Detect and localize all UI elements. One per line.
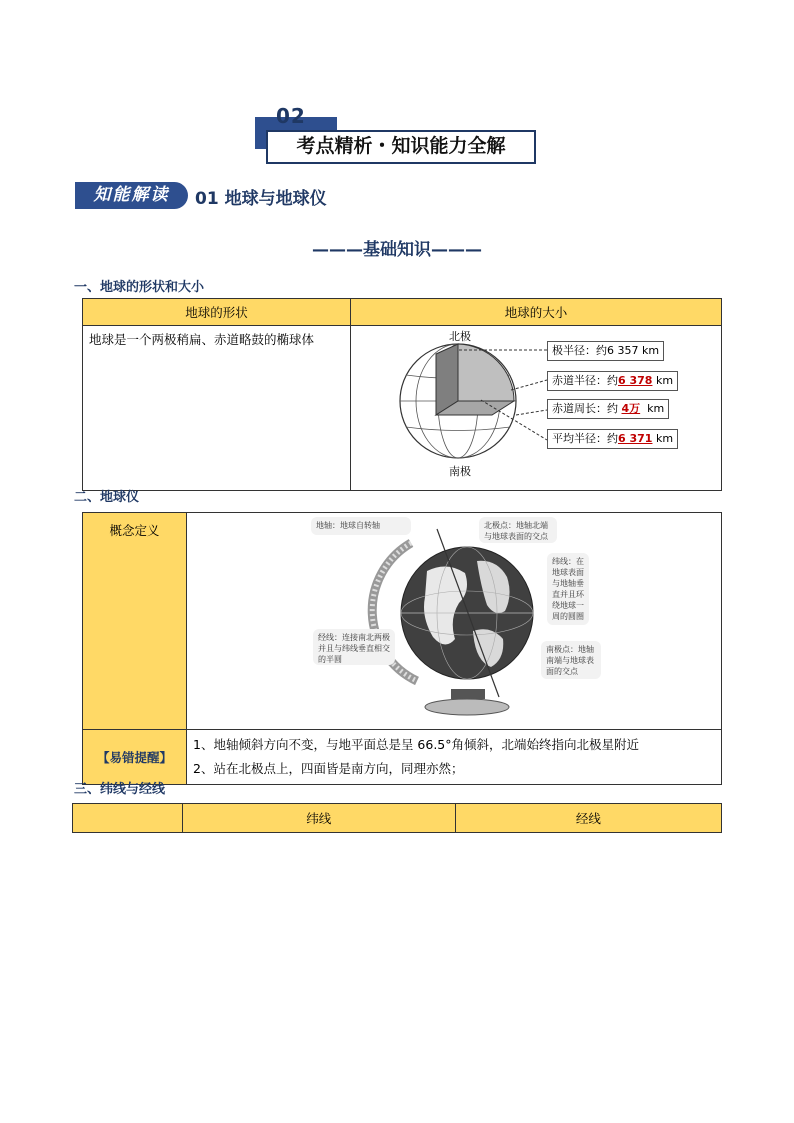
axis-callout: 地轴：地球自转轴 <box>311 517 411 535</box>
header-title: 考点精析・知识能力全解 <box>296 135 506 157</box>
reminder-line-1: 1、地轴倾斜方向不变，与地平面总是呈 66.5°角倾斜，北端始终指向北极星附近 <box>193 737 640 752</box>
globe-diagram-cell <box>187 513 722 730</box>
part1-heading: 一、地球的形状和大小 <box>74 280 205 295</box>
south-pole-label: 南极 <box>449 465 471 478</box>
leader-lines <box>451 340 551 450</box>
header-number: 02 <box>276 104 306 128</box>
section-title: 01 地球与地球仪 <box>195 189 327 209</box>
equatorial-radius-label: 赤道半径：约6 378 km <box>547 371 678 391</box>
equator-circumference-label: 赤道周长：约 4万 km <box>547 399 669 419</box>
earth-size-diagram-cell <box>351 326 722 491</box>
table-header-size: 地球的大小 <box>351 299 722 326</box>
north-pole-callout: 北极点：地轴北端与地球表面的交点 <box>479 517 557 543</box>
mean-radius-label: 平均半径：约6 371 km <box>547 429 678 449</box>
concept-label: 概念定义 <box>83 513 187 730</box>
lat-long-table <box>72 803 722 833</box>
south-pole-callout: 南极点：地轴南端与地球表面的交点 <box>541 641 601 679</box>
north-pole-label: 北极 <box>449 330 471 343</box>
reminder-content <box>187 730 722 785</box>
part2-heading: 二、地球仪 <box>74 490 140 505</box>
table-header-longitude: 经线 <box>455 804 721 833</box>
globe-icon <box>367 521 537 717</box>
latitude-callout: 纬线：在地球表面与地轴垂直并且环绕地球一周的圆圈 <box>547 553 589 625</box>
shape-description: 地球是一个两极稍扁、赤道略鼓的椭球体 <box>83 326 351 491</box>
reminder-line-2: 2、站在北极点上，四面皆是南方向，同理亦然； <box>193 761 464 776</box>
section-label: 知能解读 <box>75 182 188 209</box>
shape-size-table <box>82 298 722 491</box>
polar-radius-label: 极半径：约6 357 km <box>547 341 664 361</box>
part3-heading: 三、纬线与经线 <box>74 782 166 797</box>
meridian-callout: 经线：连接南北两极并且与纬线垂直相交的半圆 <box>313 629 395 665</box>
table-header-empty <box>73 804 183 833</box>
basic-knowledge-title: ———基础知识——— <box>312 240 482 260</box>
reminder-label: 【易错提醒】 <box>83 730 187 785</box>
table-header-latitude: 纬线 <box>182 804 455 833</box>
globe-table <box>82 512 722 785</box>
table-header-shape: 地球的形状 <box>83 299 351 326</box>
